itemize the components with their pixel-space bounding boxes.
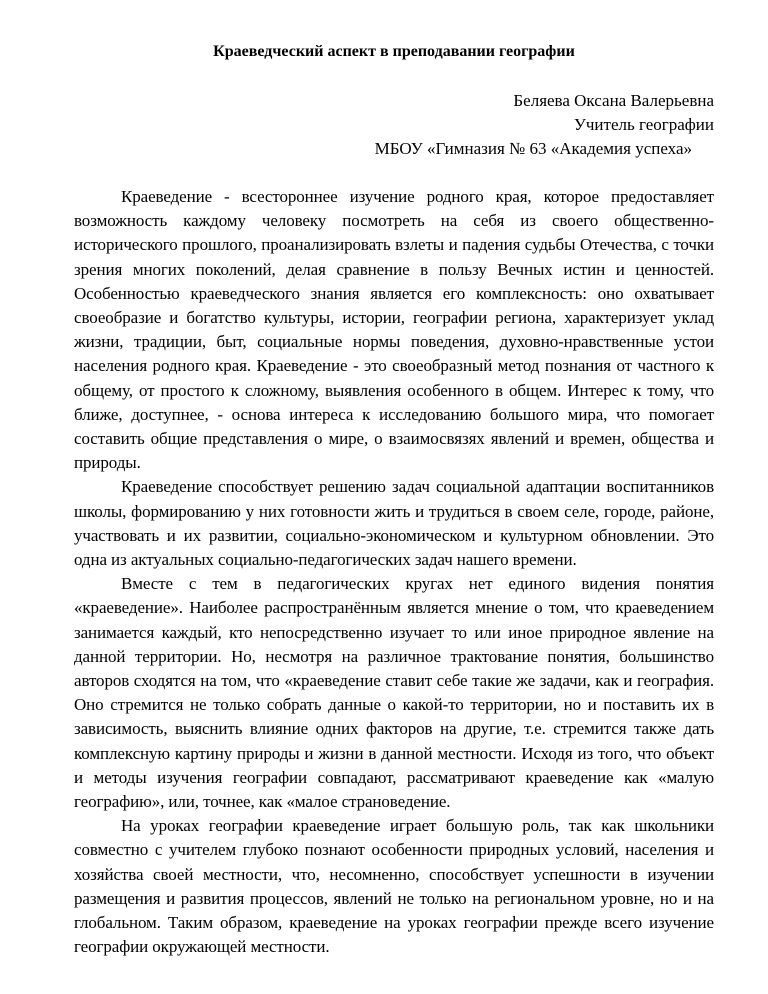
paragraph-2: Краеведение способствует решению задач социальной адаптации воспитанников школы, формированию у них готовности жить и трудиться в своем селе, городе, районе, участвовать и их развитии, социально-экономическом и культурном обновлении. Это одна из актуальных социально-педагогических задач нашего времени. <box>74 477 714 570</box>
document-title: Краеведческий аспект в преподавании географии <box>213 43 575 60</box>
document-page <box>74 40 714 960</box>
paragraph-4: На уроках географии краеведение играет большую роль, так как школьники совместно с учителем глубоко познают особенности природных условий, населения и хозяйства своей местности, что, несомненно, способствует успешности в изучении размещения и развития процессов, явлений не только на региональном уровне, но и на глобальном. Таким образом, краеведение на уроках географии прежде всего изучение географии окружающей местности. <box>74 816 714 957</box>
paragraph-1: Краеведение - всестороннее изучение родного края, которое предоставляет возможность каждому человеку посмотреть на себя из своего общественно-исторического прошлого, проанализировать взлеты и падения судьбы Отечества, с точки зрения многих поколений, делая сравнение в пользу Вечных истин и ценностей. Особенностью краеведческого знания является его комплексность: оно охватывает своеобразие и богатство культуры, истории, географии региона, характеризует уклад жизни, традиции, быт, социальные нормы поведения, духовно-нравственные устои населения родного края. Краеведение - это своеобразный метод познания от частного к общему, от простого к сложному, выявления особенного в общем. Интерес к тому, что ближе, доступнее, - основа интереса к исследованию большого мира, что помогает составить общие представления о мире, о взаимосвязях явлений и времен, общества и природы. <box>74 187 714 473</box>
author-name: Беляева Оксана Валерьевна <box>513 91 714 110</box>
author-block <box>74 89 714 161</box>
author-position: Учитель географии <box>573 115 714 134</box>
paragraph-3: Вместе с тем в педагогических кругах нет единого видения понятия «краеведение». Наиболее распространённым является мнение о том, что краеведением занимается каждый, кто непосредственно изучает то или иное природное явление на данной территории. Но, несмотря на различное трактование понятия, большинство авторов сходятся на том, что «краеведение ставит себе такие же задачи, как и география. Оно стремится не только собрать данные о какой-то территории, но и поставить их в зависимость, выяснить влияние одних факторов на другие, т.е. стремится также дать комплексную картину природы и жизни в данной местности. Исходя из того, что объект и методы изучения географии совпадают, рассматривают краеведение как «малую географию», или, точнее, как «малое страноведение. <box>74 574 714 812</box>
author-organization: МБОУ «Гимназия № 63 «Академия успеха» <box>374 139 692 158</box>
